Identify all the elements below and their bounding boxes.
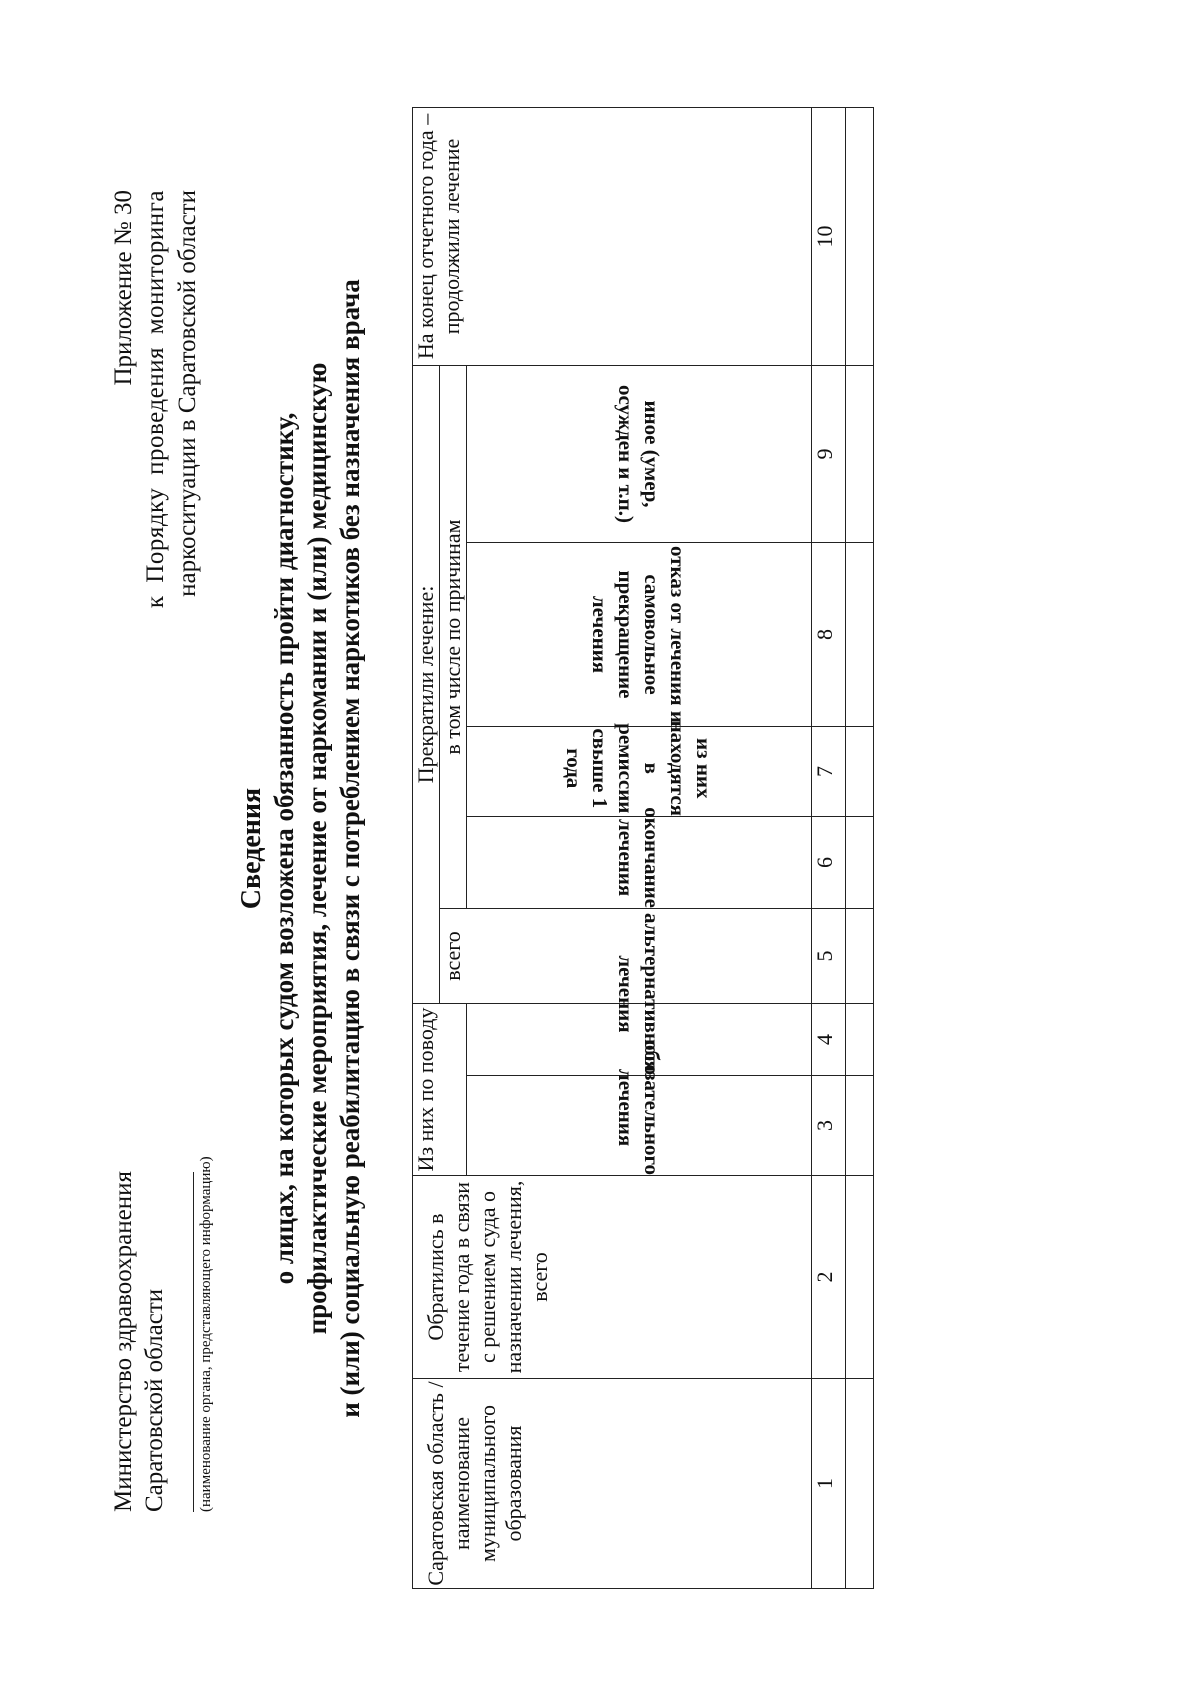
header-applied-total: Обратились в течение года в связи с решением суда о назначении лечения, всего	[413, 1176, 812, 1379]
column-number: 8	[812, 543, 846, 727]
empty-cell	[846, 107, 874, 365]
empty-cell	[846, 1004, 874, 1076]
document-subtitle-line-3: и (или) социальную реабилитацию в связи с потреблением наркотиков без назначения врача	[335, 279, 365, 1418]
report-table	[412, 107, 874, 1589]
empty-cell	[846, 1379, 874, 1589]
document-subtitle-line-1: о лицах, на которых судом возложена обязанность пройти диагностику,	[269, 412, 299, 1285]
ministry-block	[108, 1171, 170, 1512]
document-title: Сведения	[236, 787, 267, 910]
appendix-region: наркоситуации в Саратовской области	[174, 190, 201, 597]
document-subtitle-line-2: профилактические мероприятия, лечение от наркомании и (или) медицинскую	[302, 362, 332, 1335]
empty-cell	[846, 1176, 874, 1379]
organization-caption: (наименование органа, представляющего информацию)	[198, 1156, 214, 1512]
column-number: 10	[812, 107, 846, 365]
appendix-block	[108, 190, 204, 608]
empty-cell	[846, 1076, 874, 1176]
column-number: 9	[812, 365, 846, 542]
column-number: 5	[812, 909, 846, 1004]
header-mandatory-treatment	[467, 1040, 812, 1176]
column-number: 3	[812, 1076, 846, 1176]
header-reasons-group: в том числе по причинам	[440, 365, 467, 908]
header-alternative-treatment	[467, 912, 812, 1076]
header-mandatory-label: обязательного лечения	[614, 1040, 664, 1175]
appendix-reference: к Порядку проведения мониторинга	[142, 190, 169, 609]
header-remission-label: из них находятся в ремиссии свыше 1 года	[562, 720, 716, 817]
empty-data-row	[846, 107, 874, 1588]
organization-underline	[193, 1172, 194, 1512]
header-alternative-label: альтернативного лечения	[614, 912, 664, 1075]
header-completed-label: окончание лечения	[614, 807, 664, 908]
header-of-them-group: Из них по поводу	[413, 1004, 467, 1176]
header-stopped-total: всего	[440, 909, 812, 1004]
header-treatment-completed	[467, 807, 812, 909]
column-numbers-row	[812, 107, 846, 1588]
header-municipality: Саратовская область / наименование муниципального образования	[413, 1379, 812, 1589]
ministry-line-1: Министерство здравоохранения	[110, 1171, 137, 1512]
empty-cell	[846, 909, 874, 1004]
header-row-1	[413, 107, 440, 1588]
column-number: 6	[812, 817, 846, 909]
header-stopped-group: Прекратили лечение:	[413, 365, 440, 1003]
header-refusal-label: отказ от лечения и самовольное прекращение лечения	[588, 546, 690, 723]
empty-cell	[846, 727, 874, 817]
empty-cell	[846, 365, 874, 542]
header-other-label: иное (умер, осужден и т.п.)	[614, 385, 664, 523]
header-other-reason	[467, 365, 812, 542]
column-number: 7	[812, 727, 846, 817]
empty-cell	[846, 817, 874, 909]
column-number: 2	[812, 1176, 846, 1379]
header-remission	[467, 720, 812, 817]
header-refusal	[467, 543, 812, 727]
column-number: 4	[812, 1004, 846, 1076]
empty-cell	[846, 543, 874, 727]
column-number: 1	[812, 1379, 846, 1589]
header-continued: На конец отчетного года – продолжили лечение	[413, 107, 812, 365]
appendix-number: Приложение № 30	[110, 190, 137, 386]
ministry-line-2: Саратовской области	[141, 1288, 168, 1512]
